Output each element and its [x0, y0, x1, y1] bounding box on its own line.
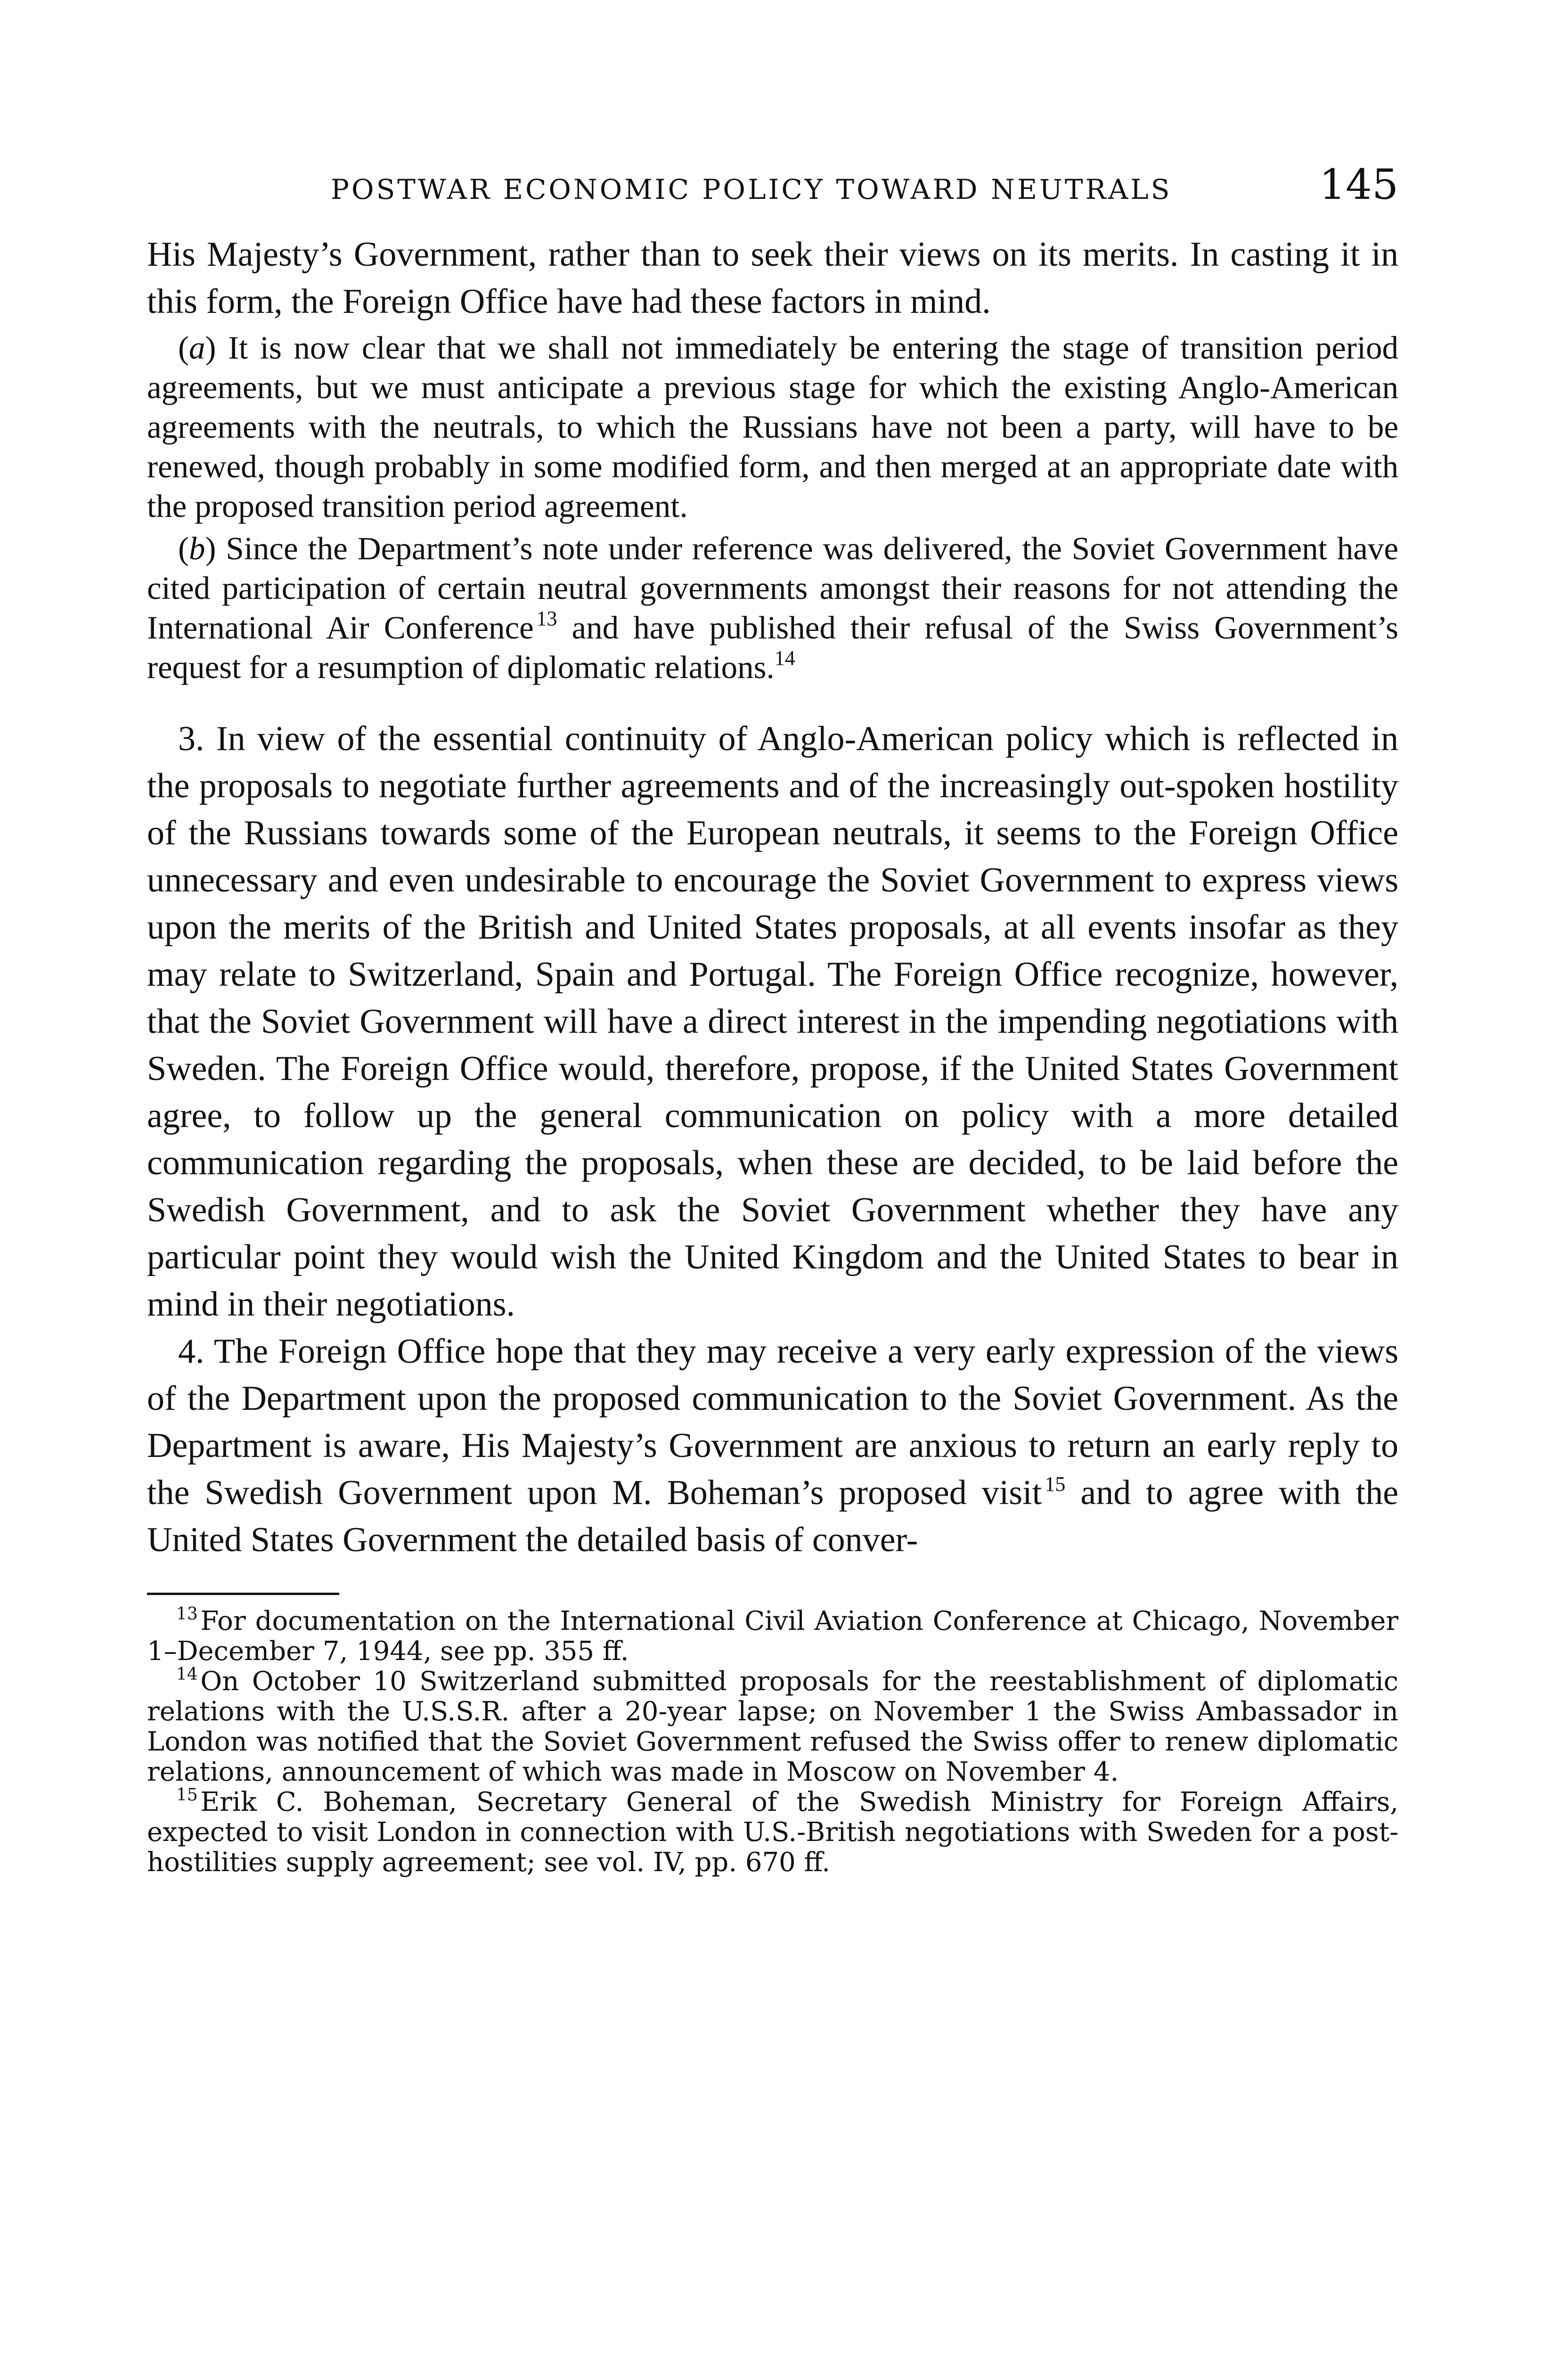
item-a: (a) It is now clear that we shall not immediately be entering the stage of transition period agreements, but we must anticipate a previous stage for which the existing Anglo-American agreements with the neutrals, to which the Russians have not been a party, will have to be renewed, though probably in some modified form, and then merged at an appropriate date with the proposed transition period agreement. [147, 330, 1398, 524]
footnote-number: 13 [176, 1604, 198, 1624]
item-b: (b) Since the Department’s note under reference was delivered, the Soviet Government have cited participation of certain neutral governments amongst their reasons for not attending the International Air Conference $^{13}$ and have published their refusal of the Swiss Government’s request for a resumption of diplomatic relations.$^{14}$ [147, 531, 1399, 685]
footnote-ref-14[interactable]: 14 [774, 646, 795, 670]
footnote-15 [147, 1787, 1398, 1878]
paragraph-intro: His Majesty’s Government, rather than to seek their views on its merits. In casting it in this form, the Foreign Office have had these factors in mind. [147, 235, 1398, 321]
footnote-ref-13[interactable]: 13 [536, 607, 557, 630]
item-b-label: b [188, 531, 205, 566]
footnote-divider [147, 1593, 339, 1595]
footnote-14 [147, 1667, 1398, 1787]
footnote-13 [147, 1606, 1398, 1667]
page-number: 145 [1319, 160, 1398, 209]
paragraph-4 [147, 1328, 1398, 1563]
running-head [147, 160, 1398, 212]
quoted-factors [147, 328, 1398, 687]
document-page [147, 160, 1398, 2356]
footnote-number: 14 [176, 1665, 198, 1684]
paragraph-4-text-1: 4. The Foreign Office hope that they may receive a very early expression of the views of the Department upon the proposed communication to the Soviet Government. As the Department is aware, His Majesty’s Government are anxious to return an early reply to the Swedish Government upon M. Boheman’s proposed visit [147, 1332, 1398, 1512]
footnote-text: On October 10 Switzerland submitted proposals for the reestablishment of diplomatic relations with the U.S.S.R. after a 20-year lapse; on November 1 the Swiss Ambassador in London was notified that the Soviet Government refused the Swiss offer to renew diplomatic relations, announcement of which was made in Moscow on November 4. [147, 1666, 1398, 1787]
paragraph-4-text-2: and to agree with the United States Government the detailed basis of conver- [147, 1473, 1398, 1559]
section-gap [147, 687, 1398, 715]
body-text-continued [147, 715, 1398, 1563]
paragraph-3: 3. In view of the essential continuity of Anglo-American policy which is reflected in the proposals to negotiate further agreements and of the increasingly out-spoken hostility of the Russians towards some of the European neutrals, it seems to the Foreign Office unnecessary and even undesirable to encourage the Soviet Government to express views upon the merits of the British and United States proposals, at all events insofar as they may relate to Switzerland, Spain and Portugal. The Foreign Office recognize, however, that the Soviet Government will have a direct interest in the impending negotiations with Sweden. The Foreign Office would, therefore, propose, if the United States Government agree, to follow up the general communication on policy with a more detailed communication regarding the proposals, when these are decided, to be laid before the Swedish Government, and to ask the Soviet Government whether they have any particular point they would wish the United Kingdom and the United States to bear in mind in their negotiations. [147, 720, 1398, 1324]
item-b-text-2: and have published their refusal of the Swiss Government’s request for a resumption of diplomatic relations. [147, 610, 1399, 685]
footnote-ref-15[interactable]: 15 [1045, 1472, 1066, 1496]
running-title: POSTWAR ECONOMIC POLICY TOWARD NEUTRALS [331, 173, 1172, 205]
footnote-number: 15 [176, 1785, 198, 1805]
footnote-text: For documentation on the International Civil Aviation Conference at Chicago, November 1–December 7, 1944, see pp. 355 ff. [147, 1606, 1398, 1667]
body-text [147, 231, 1398, 325]
item-b-text-1: Since the Department’s note under reference was delivered, the Soviet Government have cited participation of certain neutral governments amongst their reasons for not attending the International Air Conference [147, 531, 1398, 646]
item-a-label: a [188, 330, 205, 366]
footnote-text: Erik C. Boheman, Secretary General of the Swedish Ministry for Foreign Affairs, expected to visit London in connection with U.S.-British negotiations with Sweden for a post-hostilities supply agreement; see vol. IV, pp. 670 ff. [147, 1787, 1398, 1878]
footnotes [147, 1606, 1398, 1878]
item-a-text: It is now clear that we shall not immediately be entering the stage of transition period agreements, but we must anticipate a previous stage for which the existing Anglo-American agreements with the neutrals, to which the Russians have not been a party, will have to be renewed, though probably in some modified form, and then merged at an appropriate date with the proposed transition period agreement. [147, 330, 1398, 524]
